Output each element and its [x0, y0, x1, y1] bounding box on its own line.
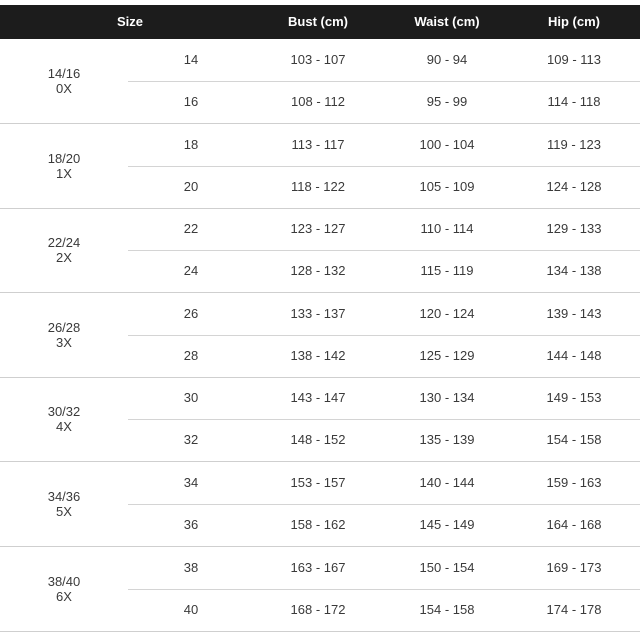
group-size-label [0, 39, 128, 123]
cell-size: 14 [183, 52, 199, 67]
table-header [0, 5, 640, 39]
table-row [128, 419, 640, 461]
cell-size: 24 [183, 263, 199, 279]
cell-hip: 139 - 143 [546, 305, 602, 321]
table-row [128, 124, 640, 166]
cell-bust: 143 - 147 [290, 390, 346, 406]
table-row [128, 166, 640, 208]
cell-hip: 149 - 153 [546, 390, 602, 406]
header-size: Size [116, 14, 143, 29]
cell-bust: 163 - 167 [290, 559, 346, 575]
size-group [0, 547, 640, 632]
cell-size: 38 [183, 559, 199, 575]
size-group [0, 293, 640, 378]
header-bust: Bust (cm) [288, 14, 348, 29]
header-waist: Waist (cm) [414, 14, 480, 29]
row-divider [128, 81, 640, 82]
group-size-label [0, 293, 128, 377]
cell-waist: 150 - 154 [419, 559, 475, 575]
group-size-range: 38/40 [47, 573, 81, 589]
group-plus-size: 3X [56, 334, 72, 350]
cell-bust: 103 - 107 [290, 52, 346, 67]
cell-waist: 125 - 129 [419, 347, 475, 363]
group-divider [0, 631, 640, 632]
group-size-range: 34/36 [47, 489, 81, 504]
table-row [128, 39, 640, 81]
size-group [0, 462, 640, 547]
size-group [0, 377, 640, 462]
row-divider [128, 419, 640, 420]
cell-waist: 95 - 99 [426, 94, 468, 109]
table-row [128, 377, 640, 419]
row-divider [128, 589, 640, 590]
group-plus-size: 1X [56, 165, 72, 181]
cell-bust: 168 - 172 [290, 601, 346, 617]
group-size-range: 22/24 [47, 235, 81, 251]
table-row [128, 504, 640, 546]
cell-bust: 158 - 162 [290, 517, 346, 532]
cell-bust: 123 - 127 [290, 221, 346, 237]
size-group [0, 208, 640, 293]
group-plus-size: 5X [56, 504, 72, 519]
cell-size: 22 [183, 221, 199, 237]
table-row [128, 250, 640, 292]
group-size-label [0, 124, 128, 208]
cell-hip: 124 - 128 [546, 178, 602, 194]
cell-hip: 169 - 173 [546, 559, 602, 575]
cell-waist: 90 - 94 [426, 52, 468, 67]
cell-hip: 159 - 163 [546, 475, 602, 490]
cell-size: 36 [183, 517, 199, 532]
row-divider [128, 335, 640, 336]
row-divider [128, 166, 640, 167]
cell-waist: 115 - 119 [420, 263, 474, 279]
group-size-label [0, 377, 128, 461]
cell-hip: 114 - 118 [547, 94, 601, 109]
cell-hip: 134 - 138 [546, 263, 602, 279]
group-size-label [0, 547, 128, 631]
cell-bust: 118 - 122 [291, 178, 345, 194]
group-size-range: 26/28 [47, 319, 81, 335]
table-row [128, 335, 640, 377]
cell-hip: 109 - 113 [547, 52, 601, 67]
cell-hip: 119 - 123 [547, 136, 601, 152]
table-row [128, 208, 640, 250]
cell-waist: 110 - 114 [420, 221, 474, 237]
cell-bust: 133 - 137 [290, 305, 346, 321]
cell-size: 40 [183, 601, 199, 617]
cell-hip: 164 - 168 [546, 517, 602, 532]
group-plus-size: 0X [56, 81, 72, 96]
header-hip: Hip (cm) [548, 14, 600, 29]
group-size-label [0, 462, 128, 546]
cell-bust: 108 - 112 [291, 94, 345, 109]
cell-waist: 100 - 104 [419, 136, 475, 152]
cell-waist: 145 - 149 [419, 517, 475, 532]
cell-waist: 130 - 134 [419, 390, 475, 406]
group-plus-size: 4X [56, 419, 72, 435]
cell-waist: 105 - 109 [419, 178, 475, 194]
cell-hip: 144 - 148 [546, 347, 602, 363]
table-row [128, 81, 640, 123]
group-size-label [0, 208, 128, 292]
table-row [128, 293, 640, 335]
cell-bust: 138 - 142 [290, 347, 346, 363]
group-size-range: 18/20 [47, 150, 81, 166]
row-divider [128, 504, 640, 505]
cell-size: 30 [183, 390, 199, 406]
cell-hip: 174 - 178 [546, 601, 602, 617]
cell-size: 32 [183, 432, 199, 448]
cell-size: 16 [183, 94, 199, 109]
size-group [0, 39, 640, 124]
cell-hip: 129 - 133 [546, 221, 602, 237]
cell-size: 28 [183, 347, 199, 363]
group-size-range: 30/32 [47, 404, 81, 420]
cell-waist: 120 - 124 [419, 305, 475, 321]
group-size-range: 14/16 [47, 66, 81, 81]
cell-bust: 148 - 152 [290, 432, 346, 448]
cell-size: 20 [183, 178, 199, 194]
cell-size: 18 [183, 136, 199, 152]
cell-bust: 113 - 117 [291, 136, 345, 152]
cell-size: 26 [183, 305, 199, 321]
group-plus-size: 6X [56, 588, 72, 604]
row-divider [128, 250, 640, 251]
cell-bust: 153 - 157 [290, 475, 346, 490]
cell-bust: 128 - 132 [290, 263, 346, 279]
table-row [128, 547, 640, 589]
table-row [128, 589, 640, 631]
size-group [0, 124, 640, 209]
table-row [128, 462, 640, 504]
group-plus-size: 2X [56, 250, 72, 266]
cell-size: 34 [183, 475, 199, 490]
cell-waist: 140 - 144 [419, 475, 475, 490]
cell-hip: 154 - 158 [546, 432, 602, 448]
cell-waist: 154 - 158 [419, 601, 475, 617]
cell-waist: 135 - 139 [419, 432, 475, 448]
